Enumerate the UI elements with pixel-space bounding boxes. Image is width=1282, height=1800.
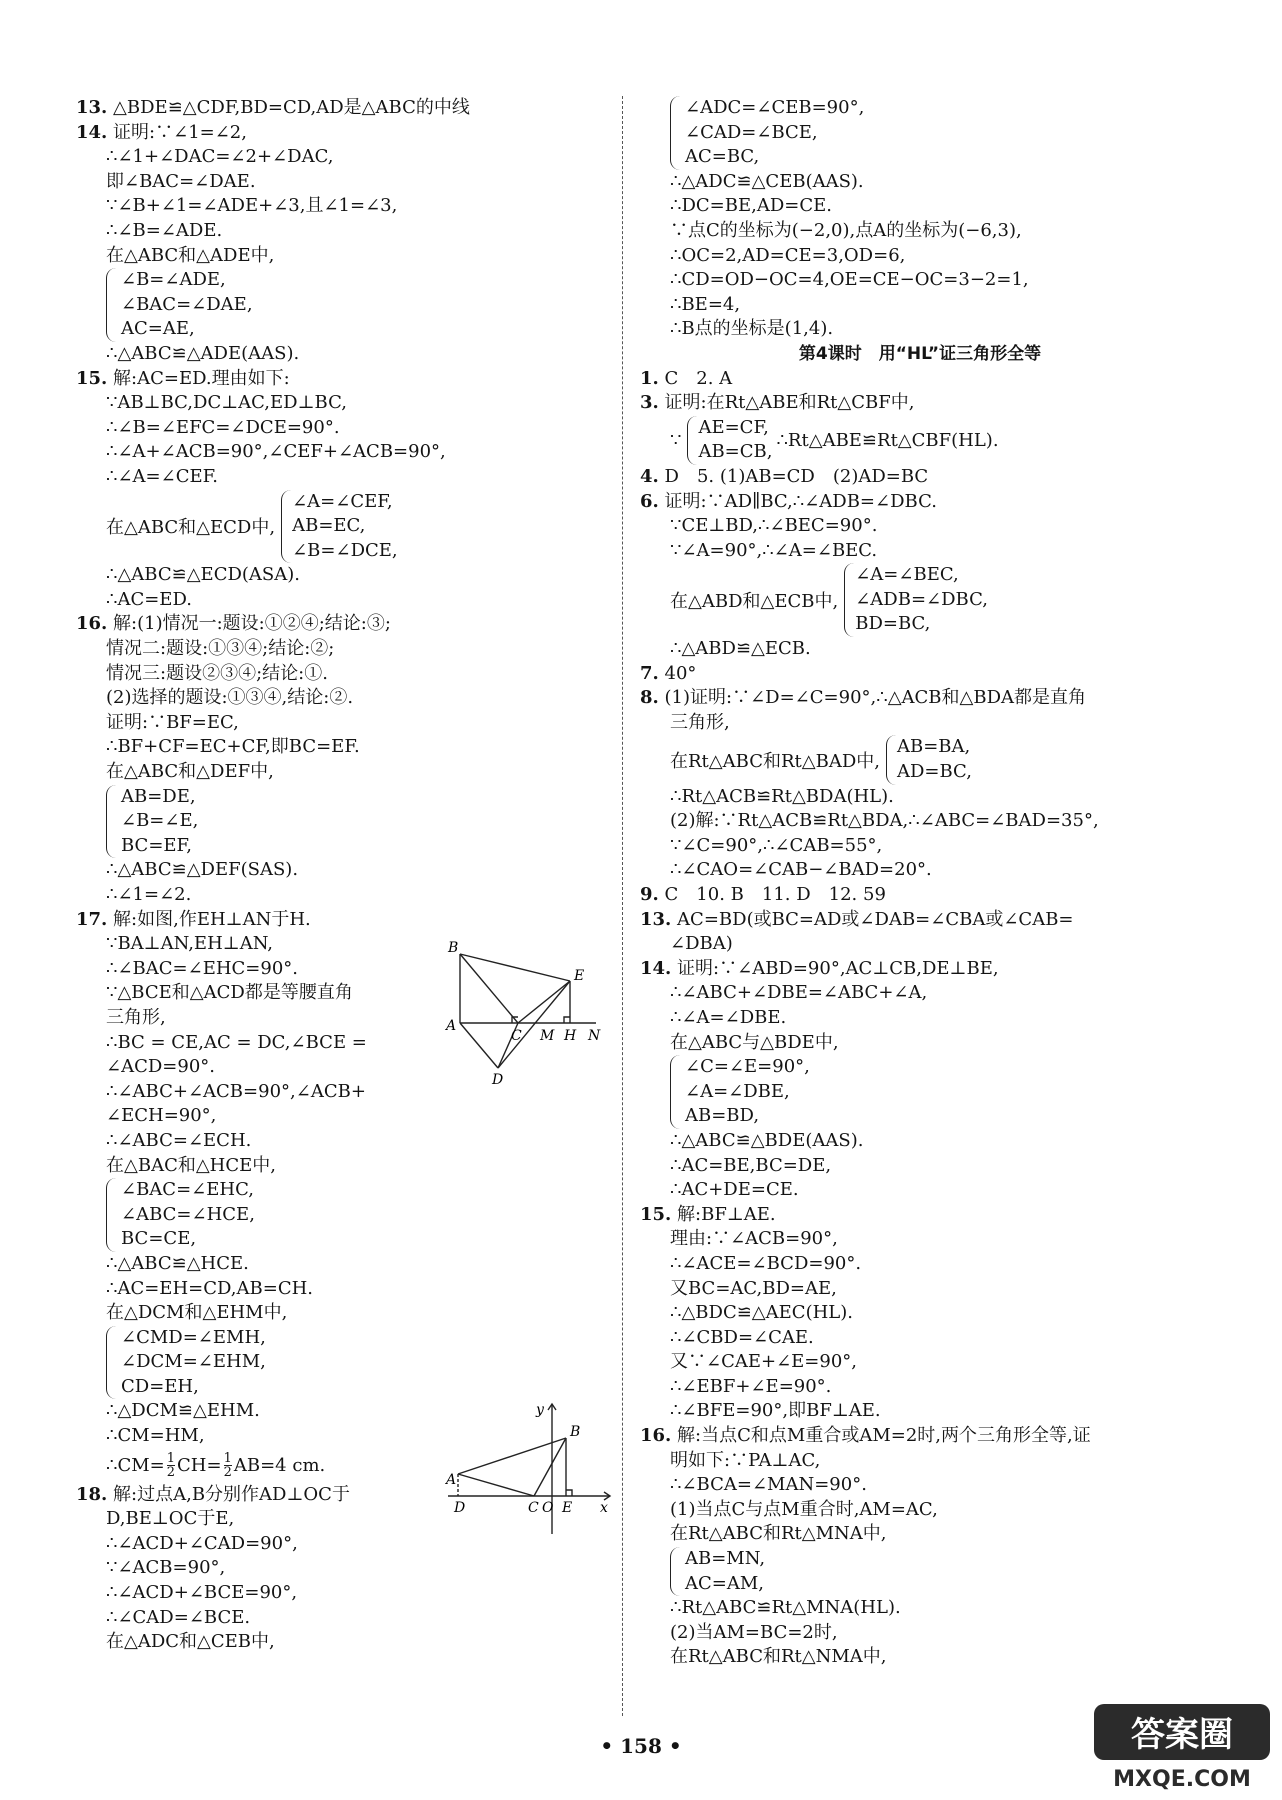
answer-line: ∴∠CAD=∠BCE. — [106, 1606, 251, 1628]
answer-line: ∴AC+DE=CE. — [670, 1179, 799, 1201]
answer-line: ∴△ABC≌△BDE(AAS). — [670, 1129, 864, 1151]
answer-item: 15. 解:BF⊥AE. — [640, 1203, 776, 1225]
brace-line: ∠CMD=∠EMH, — [121, 1326, 266, 1348]
answer-line: ∴AC=BE,BC=DE, — [670, 1154, 832, 1176]
numerator: 1 — [166, 1451, 176, 1467]
problem-number: 15. — [640, 1203, 672, 1225]
answer-line: ∴B点的坐标是(1,4). — [670, 318, 834, 340]
problem-number: 14. — [76, 121, 108, 143]
answer-line: ∵△BCE和△ACD都是等腰直角 — [106, 982, 353, 1004]
answer-line: ∴Rt△ACB≌Rt△BDA(HL). — [670, 785, 894, 807]
denominator: 2 — [223, 1465, 232, 1481]
answer-line: ∴△ABD≌△ECB. — [670, 638, 811, 660]
answer-line: ∴DC=BE,AD=CE. — [670, 195, 832, 217]
problem-number: 4. — [640, 465, 659, 487]
answer-item: 17. 解:如图,作EH⊥AN于H. — [76, 908, 311, 930]
answer-item: 13. AC=BD(或BC=AD或∠DAB=∠CBA或∠CAB= — [640, 908, 1074, 930]
right-column — [640, 96, 1200, 1670]
brace-line: BC=EF, — [121, 834, 192, 856]
inline-brace-system — [640, 735, 1200, 784]
answer-item: 7. 40° — [640, 662, 697, 684]
watermark-bottom: MXQE.COM — [1113, 1767, 1251, 1792]
problem-number: 18. — [76, 1483, 108, 1505]
fraction — [167, 1452, 175, 1479]
answer-line: (2)当AM=BC=2时, — [670, 1621, 838, 1643]
problem-number: 7. — [640, 662, 659, 684]
answer-line: 三角形, — [670, 711, 730, 733]
answer-line: 在△ABC与△BDE中, — [670, 1031, 839, 1053]
answer-item: 15. 解:AC=ED.理由如下: — [76, 367, 290, 389]
answer-line: ∵∠C=90°,∴∠CAB=55°, — [670, 834, 883, 856]
fig17-label-e: E — [574, 968, 585, 984]
brace-line: CD=EH, — [121, 1375, 199, 1397]
answer-line: ∴Rt△ABC≌Rt△MNA(HL). — [670, 1597, 901, 1619]
answer-line: ∴∠1=∠2. — [106, 884, 192, 905]
answer-item: 16. 解:当点C和点M重合或AM=2时,两个三角形全等,证 — [640, 1425, 1091, 1447]
watermark-top: 答案圈 — [1131, 1715, 1233, 1755]
answer-line: ∵AB⊥BC,DC⊥AC,ED⊥BC, — [106, 392, 347, 414]
segment-ac — [458, 1474, 534, 1496]
brace-lines — [281, 490, 398, 564]
answer-line: (2)解:∵Rt△ACB≌Rt△BDA,∴∠ABC=∠BAD=35°, — [670, 810, 1099, 832]
brace-line: AB=DE, — [121, 785, 196, 807]
answer-line: ∴△BDC≌△AEC(HL). — [670, 1302, 853, 1324]
brace-system — [640, 1055, 1200, 1129]
segment-ce — [518, 981, 570, 1023]
right-angle-e — [566, 1490, 572, 1496]
answer-line: ∴∠ACD+∠BCE=90°, — [106, 1582, 298, 1604]
brace-line: AB=MN, — [685, 1548, 766, 1570]
segment-bc — [460, 954, 518, 1023]
answer-item: 18. 解:过点A,B分别作AD⊥OC于 — [76, 1483, 350, 1505]
denominator: 2 — [166, 1465, 176, 1481]
answer-line: ∠ACD=90°. — [106, 1056, 215, 1078]
answer-line: ∵BA⊥AN,EH⊥AN, — [106, 933, 274, 955]
problem-number: 16. — [640, 1425, 672, 1447]
brace-lines — [106, 1178, 255, 1252]
answer-line: ∴∠B=∠ADE. — [106, 219, 223, 241]
brace-lines — [844, 563, 988, 637]
problem-number: 13. — [640, 908, 672, 930]
answer-line: ∵CE⊥BD,∴∠BEC=90°. — [670, 515, 878, 537]
brace-line: ∠B=∠DCE, — [292, 539, 398, 561]
brace-line: AB=CB, — [698, 441, 773, 463]
answer-line: 在△DCM和△EHM中, — [106, 1302, 288, 1324]
problem-number: 13. — [76, 97, 108, 118]
answer-line: ∴BE=4, — [670, 293, 741, 315]
brace-line: BD=BC, — [855, 613, 931, 635]
brace-line: ∠A=∠DBE, — [685, 1080, 790, 1102]
fraction — [224, 1452, 232, 1479]
problem-number: 6. — [640, 490, 659, 512]
answer-line: 在△BAC和△HCE中, — [106, 1154, 277, 1176]
brace-line: AB=BA, — [896, 736, 971, 758]
answer-line: ∵∠A=90°,∴∠A=∠BEC. — [670, 539, 878, 561]
right-angle-h — [564, 1017, 570, 1023]
segment-de — [498, 981, 570, 1068]
answer-line: ∴∠1+∠DAC=∠2+∠DAC, — [106, 146, 334, 168]
page-number: • 158 • — [600, 1734, 682, 1758]
answer-line: ∴BF+CF=EC+CF,即BC=EF. — [106, 736, 360, 758]
problem-number: 14. — [640, 957, 672, 979]
brace-line: AB=EC, — [292, 515, 366, 537]
answer-line: ∵点C的坐标为(−2,0),点A的坐标为(−6,3), — [670, 219, 1022, 241]
brace-system — [76, 1326, 596, 1400]
fig18-label-a: A — [446, 1472, 457, 1488]
problem-number: 1. — [640, 367, 659, 389]
fig18-label-b: B — [570, 1424, 581, 1440]
answer-line: ∴∠EBF+∠E=90°. — [670, 1375, 832, 1397]
answer-line: 又BC=AC,BD=AE, — [670, 1277, 837, 1299]
answer-item: 8. (1)证明:∵∠D=∠C=90°,∴△ACB和△BDA都是直角 — [640, 687, 1087, 709]
answer-line: ∴△ABC≌△HCE. — [106, 1252, 249, 1274]
problem-number: 16. — [76, 613, 108, 635]
answer-line: (2)选择的题设:①③④,结论:②. — [106, 687, 354, 709]
fig17-label-d: D — [492, 1072, 504, 1088]
answer-item: 4. D 5. (1)AB=CD (2)AD=BC — [640, 465, 929, 487]
answer-line: ∴△DCM≌△EHM. — [106, 1400, 260, 1422]
answer-line: ∴AC=ED. — [106, 588, 192, 610]
answer-line: ∵∠ACB=90°, — [106, 1557, 226, 1579]
answer-line: ∴OC=2,AD=CE=3,OD=6, — [670, 244, 906, 266]
brace-line: ∠BAC=∠DAE, — [121, 293, 253, 315]
answer-line: 明如下:∵PA⊥AC, — [670, 1449, 821, 1471]
answer-line: ∴AC=EH=CD,AB=CH. — [106, 1277, 314, 1299]
brace-line: ∠B=∠E, — [121, 810, 199, 832]
column-divider — [622, 96, 623, 1716]
fig18-label-y: y — [536, 1402, 544, 1418]
answer-line: ∴∠BFE=90°,即BF⊥AE. — [670, 1400, 881, 1422]
problem-number: 9. — [640, 884, 659, 905]
answer-line: ∴∠ABC+∠DBE=∠ABC+∠A, — [670, 982, 928, 1004]
answer-line: ∴∠BCA=∠MAN=90°. — [670, 1474, 867, 1496]
brace-line: ∠DCM=∠EHM, — [121, 1351, 266, 1373]
segment-be — [460, 954, 570, 981]
brace-lines — [670, 1547, 765, 1596]
text-part: CH= — [177, 1454, 222, 1476]
section-heading: 第4课时 用“HL”证三角形全等 — [798, 343, 1042, 364]
answer-line: ∴CD=OD−OC=4,OE=CE−OC=3−2=1, — [670, 269, 1029, 291]
brace-line: ∠BAC=∠EHC, — [121, 1179, 254, 1201]
answer-item: 6. 证明:∵AD∥BC,∴∠ADB=∠DBC. — [640, 490, 937, 512]
answer-line: ∴∠ACD+∠CAD=90°, — [106, 1532, 298, 1554]
brace-system — [640, 1547, 1200, 1596]
answer-item: 3. 证明:在Rt△ABE和Rt△CBF中, — [640, 392, 915, 414]
text-part: ∴CM= — [106, 1454, 165, 1476]
answer-line: ∴∠BAC=∠EHC=90°. — [106, 957, 299, 979]
brace-prefix: 在Rt△ABC和Rt△BAD中, — [670, 751, 880, 773]
answer-line: ∴∠CAO=∠CAB−∠BAD=20°. — [670, 859, 932, 881]
figure-17 — [436, 938, 616, 1088]
brace-lines — [670, 1055, 810, 1129]
brace-line: AC=BC, — [685, 146, 760, 168]
fig17-label-n: N — [588, 1028, 601, 1044]
problem-number: 15. — [76, 367, 108, 389]
figure-18 — [438, 1398, 618, 1538]
brace-line: ∠CAD=∠BCE, — [685, 121, 818, 143]
brace-system — [640, 96, 1200, 170]
fig17-label-a: A — [446, 1018, 457, 1034]
brace-line: AC=AE, — [121, 318, 195, 340]
numerator: 1 — [223, 1451, 232, 1467]
brace-lines — [106, 1326, 266, 1400]
brace-line: ∠ADB=∠DBC, — [855, 588, 988, 610]
fig18-label-o: O — [542, 1500, 554, 1516]
answer-line: ∴∠A=∠CEF. — [106, 465, 219, 487]
answer-line: (1)当点C与点M重合时,AM=AC, — [670, 1498, 938, 1520]
answer-line: 在△ABC和△DEF中, — [106, 761, 274, 783]
brace-lines — [106, 268, 253, 342]
watermark-logo — [1092, 1702, 1272, 1792]
answer-line: ∠ECH=90°, — [106, 1105, 217, 1127]
answer-line: ∴△ABC≌△ECD(ASA). — [106, 564, 300, 586]
fig18-label-x: x — [600, 1500, 608, 1516]
answer-line: ∴∠A=∠DBE. — [670, 1006, 787, 1028]
brace-line: ∠A=∠CEF, — [292, 490, 393, 512]
fig17-label-m: M — [540, 1028, 555, 1044]
inline-brace-system — [640, 416, 1200, 465]
fig17-label-b: B — [448, 940, 459, 956]
fig18-label-c: C — [528, 1500, 539, 1516]
brace-line: ∠C=∠E=90°, — [685, 1056, 810, 1078]
answer-line: ∴∠B=∠EFC=∠DCE=90°. — [106, 416, 340, 438]
inline-brace-system — [640, 563, 1200, 637]
answer-line: 又∵∠CAE+∠E=90°, — [670, 1351, 858, 1373]
fig17-label-c: C — [511, 1028, 522, 1044]
brace-system — [76, 1178, 596, 1252]
brace-line: ∠ADC=∠CEB=90°, — [685, 97, 865, 118]
answer-line: 三角形, — [106, 1006, 166, 1028]
brace-lines — [670, 96, 864, 170]
problem-number: 3. — [640, 392, 659, 414]
answer-item: 14. 证明:∵∠1=∠2, — [76, 121, 247, 143]
brace-lines — [687, 416, 772, 465]
answer-item: 16. 解:(1)情况一:题设:①②④;结论:③; — [76, 613, 391, 635]
segment-ad — [460, 1023, 498, 1068]
answer-line: 在Rt△ABC和Rt△NMA中, — [670, 1646, 887, 1668]
answer-line: ∴△ABC≌△DEF(SAS). — [106, 859, 299, 881]
brace-line: AD=BC, — [896, 761, 972, 783]
answer-line: ∴BC = CE,AC = DC,∠BCE = — [106, 1031, 367, 1053]
brace-prefix: 在△ABC和△ECD中, — [106, 517, 276, 539]
answer-line: D,BE⊥OC于E, — [106, 1508, 235, 1530]
brace-line: ∠A=∠BEC, — [855, 564, 959, 586]
answer-line: ∴△ABC≌△ADE(AAS). — [106, 342, 300, 364]
inline-brace-system — [76, 490, 596, 564]
brace-line: AC=AM, — [685, 1572, 765, 1594]
brace-line: AB=BD, — [685, 1105, 760, 1127]
brace-prefix: ∵ — [670, 429, 682, 451]
brace-line: ∠ABC=∠HCE, — [121, 1203, 255, 1225]
answer-line: 在Rt△ABC和Rt△MNA中, — [670, 1523, 887, 1545]
fig17-label-h: H — [564, 1028, 577, 1044]
brace-lines — [886, 735, 972, 784]
answer-line: 在△ABC和△ADE中, — [106, 244, 275, 266]
answer-line: ∴∠ABC+∠ACB=90°,∠ACB+ — [106, 1080, 366, 1102]
answer-line: ∵∠B+∠1=∠ADE+∠3,且∠1=∠3, — [106, 195, 398, 217]
answer-line: 证明:∵BF=EC, — [106, 711, 239, 733]
answer-item: 9. C 10. B 11. D 12. 59 — [640, 884, 886, 905]
brace-system — [76, 268, 596, 342]
fig18-label-d: D — [454, 1500, 466, 1516]
brace-system — [76, 785, 596, 859]
brace-lines — [106, 785, 198, 859]
brace-prefix: 在△ABD和△ECB中, — [670, 591, 839, 613]
fig18-label-e: E — [562, 1500, 573, 1516]
answer-line: 即∠BAC=∠DAE. — [106, 170, 256, 192]
problem-number: 8. — [640, 687, 659, 709]
problem-number: 17. — [76, 908, 108, 930]
answer-line: ∴△ADC≌△CEB(AAS). — [670, 170, 864, 192]
answer-line: ∴CM=HM, — [106, 1425, 205, 1447]
answer-line: ∠DBA) — [670, 933, 733, 955]
answer-line: ∴∠CBD=∠CAE. — [670, 1326, 814, 1348]
answer-line: ∴∠A+∠ACB=90°,∠CEF+∠ACB=90°, — [106, 441, 446, 463]
answer-line: ∴∠ACE=∠BCD=90°. — [670, 1252, 862, 1274]
answer-line: 在△ADC和△CEB中, — [106, 1631, 275, 1653]
brace-suffix: ∴Rt△ABE≌Rt△CBF(HL). — [776, 429, 999, 451]
answer-item: 1. C 2. A — [640, 367, 733, 389]
answer-line: 情况三:题设②③④;结论:①. — [106, 662, 328, 684]
answer-line: 理由:∵∠ACB=90°, — [670, 1228, 838, 1250]
answer-item: 14. 证明:∵∠ABD=90°,AC⊥CB,DE⊥BE, — [640, 957, 999, 979]
brace-line: BC=CE, — [121, 1228, 197, 1250]
answer-line: 情况二:题设:①③④;结论:②; — [106, 638, 335, 660]
brace-line: AE=CF, — [698, 416, 769, 438]
text-part: AB=4 cm. — [233, 1454, 326, 1476]
brace-line: ∠B=∠ADE, — [121, 269, 226, 291]
answer-item: 13. △BDE≌△CDF,BD=CD,AD是△ABC的中线 — [76, 97, 470, 118]
answer-line: ∴∠ABC=∠ECH. — [106, 1129, 252, 1151]
